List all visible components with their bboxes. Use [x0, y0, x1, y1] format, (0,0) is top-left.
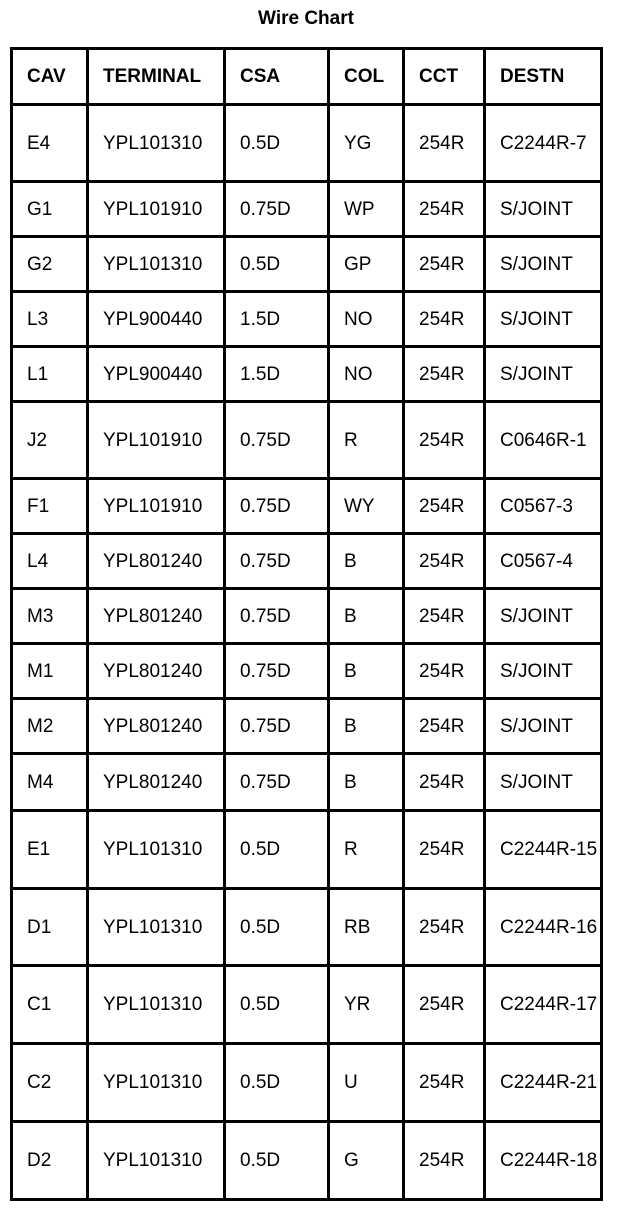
cell-terminal: YPL101310 — [88, 889, 225, 966]
cell-cct: 254R — [404, 589, 485, 644]
cell-destn: S/JOINT — [485, 182, 602, 237]
page-title: Wire Chart — [258, 8, 354, 29]
cell-cav: F1 — [12, 479, 88, 534]
cell-terminal: YPL101910 — [88, 479, 225, 534]
cell-cct: 254R — [404, 402, 485, 479]
cell-cct: 254R — [404, 105, 485, 182]
cell-col: U — [329, 1044, 404, 1122]
cell-cct: 254R — [404, 237, 485, 292]
cell-csa: 0.5D — [225, 1122, 329, 1200]
cell-csa: 0.5D — [225, 105, 329, 182]
cell-cct: 254R — [404, 889, 485, 966]
table-row — [12, 589, 602, 644]
cell-cav: M1 — [12, 644, 88, 699]
cell-col: GP — [329, 237, 404, 292]
cell-cav: D2 — [12, 1122, 88, 1200]
cell-cct: 254R — [404, 1122, 485, 1200]
cell-cav: L1 — [12, 347, 88, 402]
cell-terminal: YPL801240 — [88, 589, 225, 644]
cell-cav: G2 — [12, 237, 88, 292]
header-terminal: TERMINAL — [88, 49, 225, 105]
cell-col: YR — [329, 966, 404, 1044]
cell-cav: C1 — [12, 966, 88, 1044]
table-row — [12, 182, 602, 237]
cell-cav: E4 — [12, 105, 88, 182]
header-col: COL — [329, 49, 404, 105]
cell-cav: D1 — [12, 889, 88, 966]
header-destn: DESTN — [485, 49, 602, 105]
table-row — [12, 811, 602, 889]
cell-csa: 0.75D — [225, 479, 329, 534]
cell-col: B — [329, 754, 404, 811]
table-row — [12, 644, 602, 699]
cell-csa: 0.75D — [225, 402, 329, 479]
cell-terminal: YPL900440 — [88, 347, 225, 402]
table-row — [12, 479, 602, 534]
cell-col: RB — [329, 889, 404, 966]
cell-terminal: YPL101310 — [88, 1122, 225, 1200]
cell-cav: J2 — [12, 402, 88, 479]
cell-terminal: YPL801240 — [88, 754, 225, 811]
cell-col: YG — [329, 105, 404, 182]
cell-cav: M3 — [12, 589, 88, 644]
cell-col: R — [329, 811, 404, 889]
table-row — [12, 889, 602, 966]
cell-destn: C0646R-1 — [485, 402, 602, 479]
cell-cav: E1 — [12, 811, 88, 889]
cell-cav: L3 — [12, 292, 88, 347]
cell-col: NO — [329, 347, 404, 402]
header-cct: CCT — [404, 49, 485, 105]
cell-cct: 254R — [404, 347, 485, 402]
cell-cct: 254R — [404, 534, 485, 589]
cell-destn: S/JOINT — [485, 589, 602, 644]
table-row — [12, 105, 602, 182]
cell-terminal: YPL801240 — [88, 534, 225, 589]
cell-cav: M4 — [12, 754, 88, 811]
cell-col: B — [329, 644, 404, 699]
cell-destn: C0567-3 — [485, 479, 602, 534]
cell-destn: S/JOINT — [485, 754, 602, 811]
cell-destn: C2244R-21 — [485, 1044, 602, 1122]
cell-col: WP — [329, 182, 404, 237]
cell-cct: 254R — [404, 292, 485, 347]
cell-col: NO — [329, 292, 404, 347]
cell-col: B — [329, 534, 404, 589]
cell-cav: G1 — [12, 182, 88, 237]
cell-csa: 0.75D — [225, 589, 329, 644]
cell-destn: C2244R-16 — [485, 889, 602, 966]
cell-csa: 0.75D — [225, 182, 329, 237]
cell-col: WY — [329, 479, 404, 534]
header-cav: CAV — [12, 49, 88, 105]
cell-csa: 0.5D — [225, 1044, 329, 1122]
table-row — [12, 534, 602, 589]
table-row — [12, 699, 602, 754]
cell-terminal: YPL101310 — [88, 105, 225, 182]
cell-col: G — [329, 1122, 404, 1200]
cell-cct: 254R — [404, 479, 485, 534]
cell-terminal: YPL101310 — [88, 237, 225, 292]
cell-destn: S/JOINT — [485, 292, 602, 347]
cell-destn: S/JOINT — [485, 347, 602, 402]
cell-terminal: YPL101910 — [88, 402, 225, 479]
cell-terminal: YPL101910 — [88, 182, 225, 237]
cell-destn: C2244R-7 — [485, 105, 602, 182]
cell-destn: C2244R-17 — [485, 966, 602, 1044]
wire-chart-table — [10, 47, 603, 1201]
cell-col: B — [329, 699, 404, 754]
cell-terminal: YPL900440 — [88, 292, 225, 347]
table-row — [12, 1122, 602, 1200]
cell-cct: 254R — [404, 811, 485, 889]
cell-destn: C2244R-15 — [485, 811, 602, 889]
cell-terminal: YPL101310 — [88, 811, 225, 889]
cell-terminal: YPL101310 — [88, 966, 225, 1044]
cell-csa: 0.5D — [225, 811, 329, 889]
cell-csa: 0.75D — [225, 534, 329, 589]
cell-destn: S/JOINT — [485, 644, 602, 699]
table-row — [12, 1044, 602, 1122]
table-row — [12, 237, 602, 292]
cell-col: B — [329, 589, 404, 644]
cell-cav: C2 — [12, 1044, 88, 1122]
header-csa: CSA — [225, 49, 329, 105]
cell-destn: S/JOINT — [485, 237, 602, 292]
cell-destn: C0567-4 — [485, 534, 602, 589]
cell-csa: 0.5D — [225, 966, 329, 1044]
table-row — [12, 754, 602, 811]
cell-csa: 0.75D — [225, 754, 329, 811]
table-row — [12, 402, 602, 479]
cell-cav: M2 — [12, 699, 88, 754]
header-row — [12, 49, 602, 105]
cell-csa: 0.75D — [225, 699, 329, 754]
cell-terminal: YPL101310 — [88, 1044, 225, 1122]
cell-csa: 0.5D — [225, 889, 329, 966]
cell-csa: 0.75D — [225, 644, 329, 699]
table-row — [12, 292, 602, 347]
cell-csa: 1.5D — [225, 292, 329, 347]
cell-cct: 254R — [404, 966, 485, 1044]
cell-cct: 254R — [404, 699, 485, 754]
cell-destn: C2244R-18 — [485, 1122, 602, 1200]
cell-cct: 254R — [404, 754, 485, 811]
cell-cav: L4 — [12, 534, 88, 589]
table-row — [12, 347, 602, 402]
table-row — [12, 966, 602, 1044]
cell-cct: 254R — [404, 1044, 485, 1122]
cell-csa: 1.5D — [225, 347, 329, 402]
cell-csa: 0.5D — [225, 237, 329, 292]
cell-cct: 254R — [404, 182, 485, 237]
cell-cct: 254R — [404, 644, 485, 699]
cell-destn: S/JOINT — [485, 699, 602, 754]
cell-terminal: YPL801240 — [88, 644, 225, 699]
cell-col: R — [329, 402, 404, 479]
cell-terminal: YPL801240 — [88, 699, 225, 754]
